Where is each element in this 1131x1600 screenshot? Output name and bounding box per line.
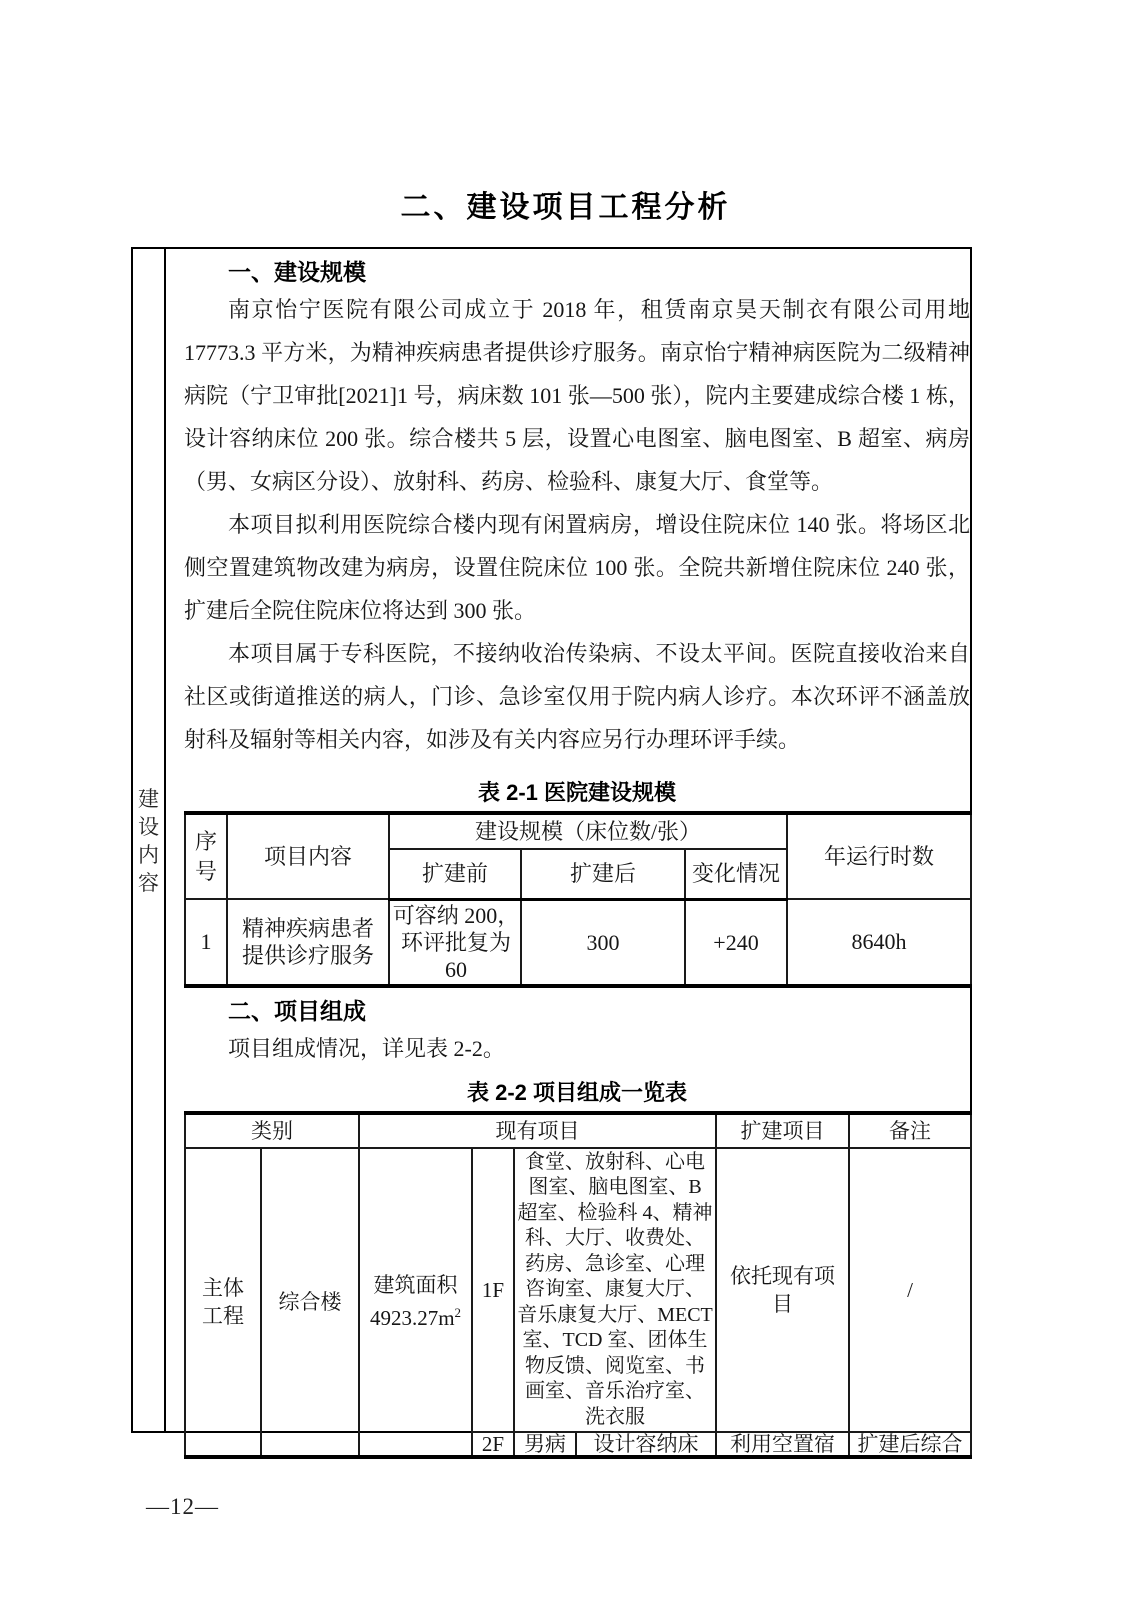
sidebar-category-cell xyxy=(133,249,166,1431)
t22-cell-building: 综合楼 xyxy=(261,1148,359,1458)
t22-cell-floor1: 1F xyxy=(472,1148,514,1433)
t21-header-before: 扩建前 xyxy=(389,849,521,899)
t22-header-existing: 现有项目 xyxy=(359,1113,716,1148)
t22-cell-area xyxy=(359,1148,472,1458)
content-area xyxy=(166,249,972,1456)
page-number: —12— xyxy=(146,1494,219,1519)
table21-caption: 表 2-1 医院建设规模 xyxy=(477,780,677,805)
sidebar-label xyxy=(133,785,164,897)
area-label: 建筑面积 xyxy=(373,1273,458,1298)
t21-cell-change: +240 xyxy=(685,899,787,986)
t21-header-content: 项目内容 xyxy=(227,813,389,899)
sidebar-label-char: 内 xyxy=(138,843,159,867)
area-value xyxy=(363,1299,469,1332)
section1-paragraph-2: 本项目拟利用医院综合楼内现有闲置病房，增设住院床位 140 张。将场区北侧空置建筑物改建为病房，设置住院床位 100 张。全院共新增住院床位 240 张，扩建后全院住院床位将达到 300 张。 xyxy=(184,512,970,623)
sidebar-label-char: 设 xyxy=(138,815,159,839)
t22-header-category: 类别 xyxy=(185,1113,359,1148)
t21-header-seq: 序号 xyxy=(185,813,227,899)
section2-intro: 项目组成情况，详见表 2-2。 xyxy=(228,1035,505,1061)
t22-cell-floor2-ward: 男病 xyxy=(514,1432,576,1457)
section2-heading: 二、项目组成 xyxy=(228,997,366,1024)
section1-paragraph-3: 本项目属于专科医院，不接纳收治传染病、不设太平间。医院直接收治来自社区或街道推送的病人，门诊、急诊室仅用于院内病人诊疗。本次环评不涵盖放射科及辐射等相关内容，如涉及有关内容应另行办理环评手续。 xyxy=(184,641,970,752)
table-project-composition xyxy=(184,1111,972,1460)
sidebar-label-char: 容 xyxy=(138,871,159,895)
table-row xyxy=(185,899,971,986)
t21-header-change: 变化情况 xyxy=(685,849,787,899)
area-value-number: 4923.27m xyxy=(369,1306,455,1331)
t22-header-remark: 备注 xyxy=(849,1113,971,1148)
t22-cell-floor1-expansion-text: 依托现有项目 xyxy=(730,1263,835,1316)
t22-cell-category xyxy=(185,1148,261,1458)
t21-header-after: 扩建后 xyxy=(521,849,685,899)
page-title: 二、建设项目工程分析 xyxy=(400,191,731,224)
t22-cell-floor1-remark: / xyxy=(849,1148,971,1433)
table-row xyxy=(185,1148,971,1433)
t21-cell-content xyxy=(227,899,389,986)
t21-cell-seq: 1 xyxy=(185,899,227,986)
section1-heading: 一、建设规模 xyxy=(228,259,366,285)
t22-cell-area-text xyxy=(363,1271,469,1332)
t22-header-expansion: 扩建项目 xyxy=(716,1113,849,1148)
t21-cell-hours: 8640h xyxy=(787,899,971,986)
t22-cell-floor2-remark: 扩建后综合 xyxy=(849,1432,971,1457)
t21-cell-before-text: 可容纳 200，环评批复为 60 xyxy=(392,902,520,982)
t22-cell-floor1-expansion xyxy=(716,1148,849,1433)
t22-cell-floor2: 2F xyxy=(472,1432,514,1457)
table-hospital-scale xyxy=(184,811,972,988)
t21-header-scale-group: 建设规模（床位数/张） xyxy=(389,813,787,849)
content-frame xyxy=(131,247,972,1456)
t21-cell-content-text: 精神疾病患者提供诊疗服务 xyxy=(241,915,374,968)
section1-paragraph-1: 南京怡宁医院有限公司成立于 2018 年，租赁南京昊天制衣有限公司用地 17773.3 平方米，为精神疾病患者提供诊疗服务。南京怡宁精神病医院为二级精神病院（宁卫审批[2021]1 号，病床数 101 张—500 张），院内主要建成综合楼 1 栋，设计容纳床位 200 张。综合楼共 5 层，设置心电图室、脑电图室、B 超室、病房（男、女病区分设）、放射科、药房、检验科、康复大厅、食堂等。 xyxy=(184,297,970,494)
sidebar-label-char: 建 xyxy=(138,787,159,811)
table22-caption: 表 2-2 项目组成一览表 xyxy=(466,1079,688,1105)
t22-cell-floor2-expansion: 利用空置宿 xyxy=(716,1432,849,1457)
t22-cell-floor1-rooms-text: 食堂、放射科、心电图室、脑电图室、B 超室、检验科 4、精神科、大厅、收费处、药房、急诊室、心理咨询室、康复大厅、音乐康复大厅、MECT 室、TCD 室、团体生物反馈、阅览室、书画室、音乐治疗室、洗衣服 xyxy=(517,1150,713,1428)
t21-header-hours: 年运行时数 xyxy=(787,813,971,899)
t22-cell-floor1-rooms xyxy=(514,1148,716,1433)
t22-cell-category-text: 主体工程 xyxy=(202,1275,244,1328)
area-value-exponent: 2 xyxy=(454,1305,462,1321)
t21-cell-before xyxy=(389,899,521,986)
t21-cell-after: 300 xyxy=(521,899,685,986)
t22-cell-floor2-design: 设计容纳床 xyxy=(576,1432,716,1457)
